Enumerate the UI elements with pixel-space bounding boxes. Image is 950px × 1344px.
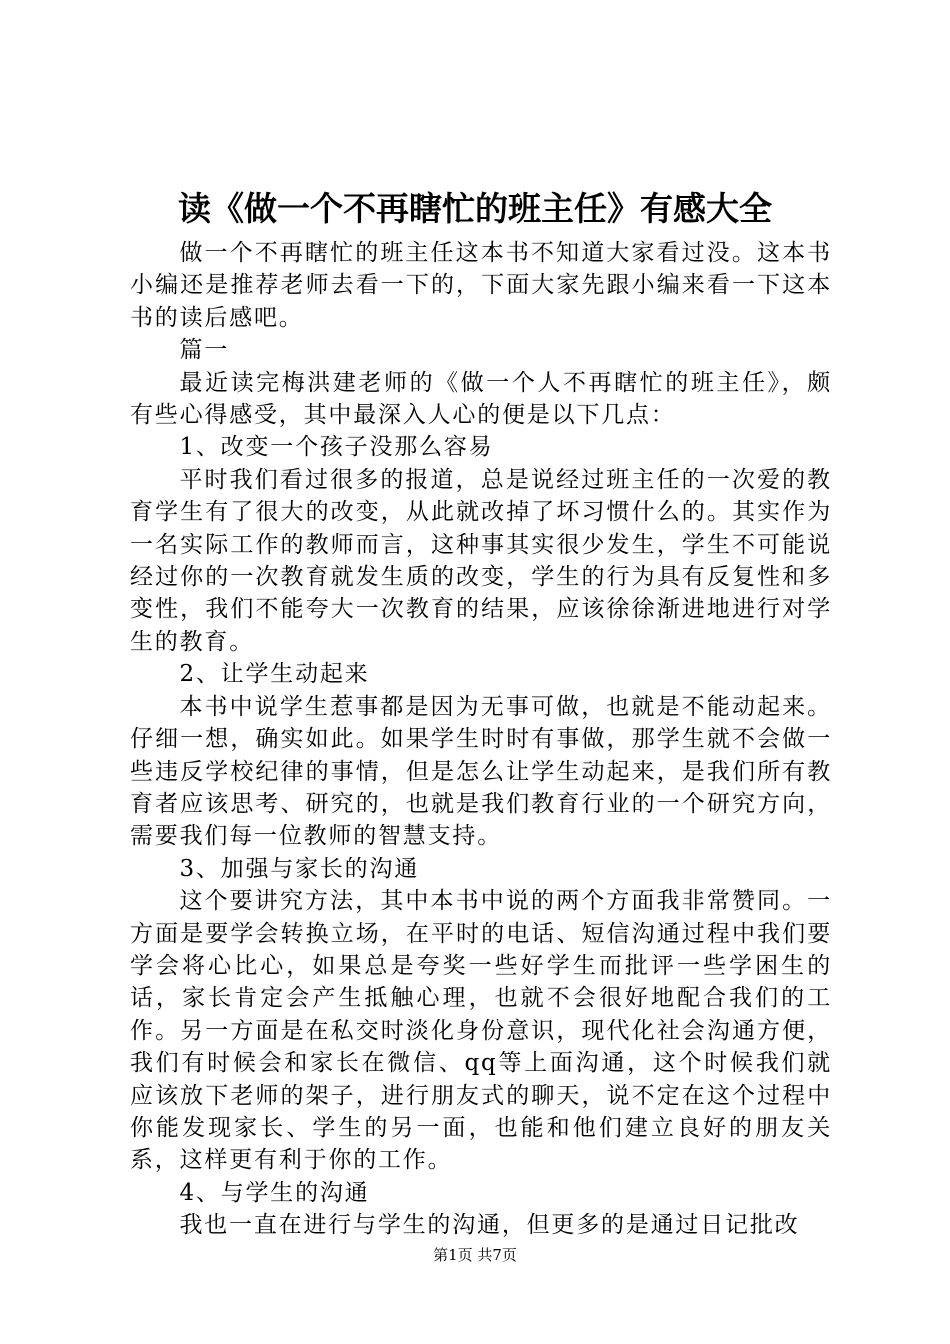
point-heading: 2、让学生动起来 bbox=[179, 661, 370, 688]
point-heading: 3、加强与家长的沟通 bbox=[179, 855, 420, 882]
paragraph: 平时我们看过很多的报道，总是说经过班主任的一次爱的教育学生有了很大的改变，从此就改掉了坏习惯什么的。其实作为一名实际工作的教师而言，这种事其实很少发生，学生不可能说经过你的一次教育就发生质的改变，学生的行为具有反复性和多变性，我们不能夸大一次教育的结果，应该徐徐渐进地进行对学生的教育。 bbox=[130, 466, 832, 655]
point-heading: 1、改变一个孩子没那么容易 bbox=[179, 434, 494, 461]
paragraph: 本书中说学生惹事都是因为无事可做，也就是不能动起来。仔细一想，确实如此。如果学生时时有事做，那学生就不会做一些违反学校纪律的事情，但是怎么让学生动起来，是我们所有教育者应该思考、研究的，也就是我们教育行业的一个研究方向，需要我们每一位教师的智慧支持。 bbox=[130, 693, 832, 850]
paragraph: 我也一直在进行与学生的沟通，但更多的是通过日记批改 bbox=[179, 1212, 800, 1239]
paragraph: 最近读完梅洪建老师的《做一个人不再瞎忙的班主任》，颇有些心得感受，其中最深入人心的便是以下几点： bbox=[130, 369, 832, 429]
paragraph: 做一个不再瞎忙的班主任这本书不知道大家看过没。这本书小编还是推荐老师去看一下的，下面大家先跟小编来看一下这本书的读后感吧。 bbox=[130, 240, 832, 331]
page-footer: 第1页 共7页 bbox=[433, 1246, 517, 1264]
document-body bbox=[130, 237, 832, 1242]
section-heading: 篇一 bbox=[179, 337, 230, 364]
document-title: 读《做一个不再瞎忙的班主任》有感大全 bbox=[178, 189, 772, 228]
paragraph: 这个要讲究方法，其中本书中说的两个方面我非常赞同。一方面是要学会转换立场，在平时的电话、短信沟通过程中我们要学会将心比心，如果总是夸奖一些好学生而批评一些学困生的话，家长肯定会产生抵触心理，也就不会很好地配合我们的工作。另一方面是在私交时淡化身份意识，现代化社会沟通方便，我们有时候会和家长在微信、qq等上面沟通，这个时候我们就应该放下老师的架子，进行朋友式的聊天，说不定在这个过程中你能发现家长、学生的另一面，也能和他们建立良好的朋友关系，这样更有利于你的工作。 bbox=[130, 888, 832, 1174]
point-heading: 4、与学生的沟通 bbox=[179, 1179, 370, 1206]
